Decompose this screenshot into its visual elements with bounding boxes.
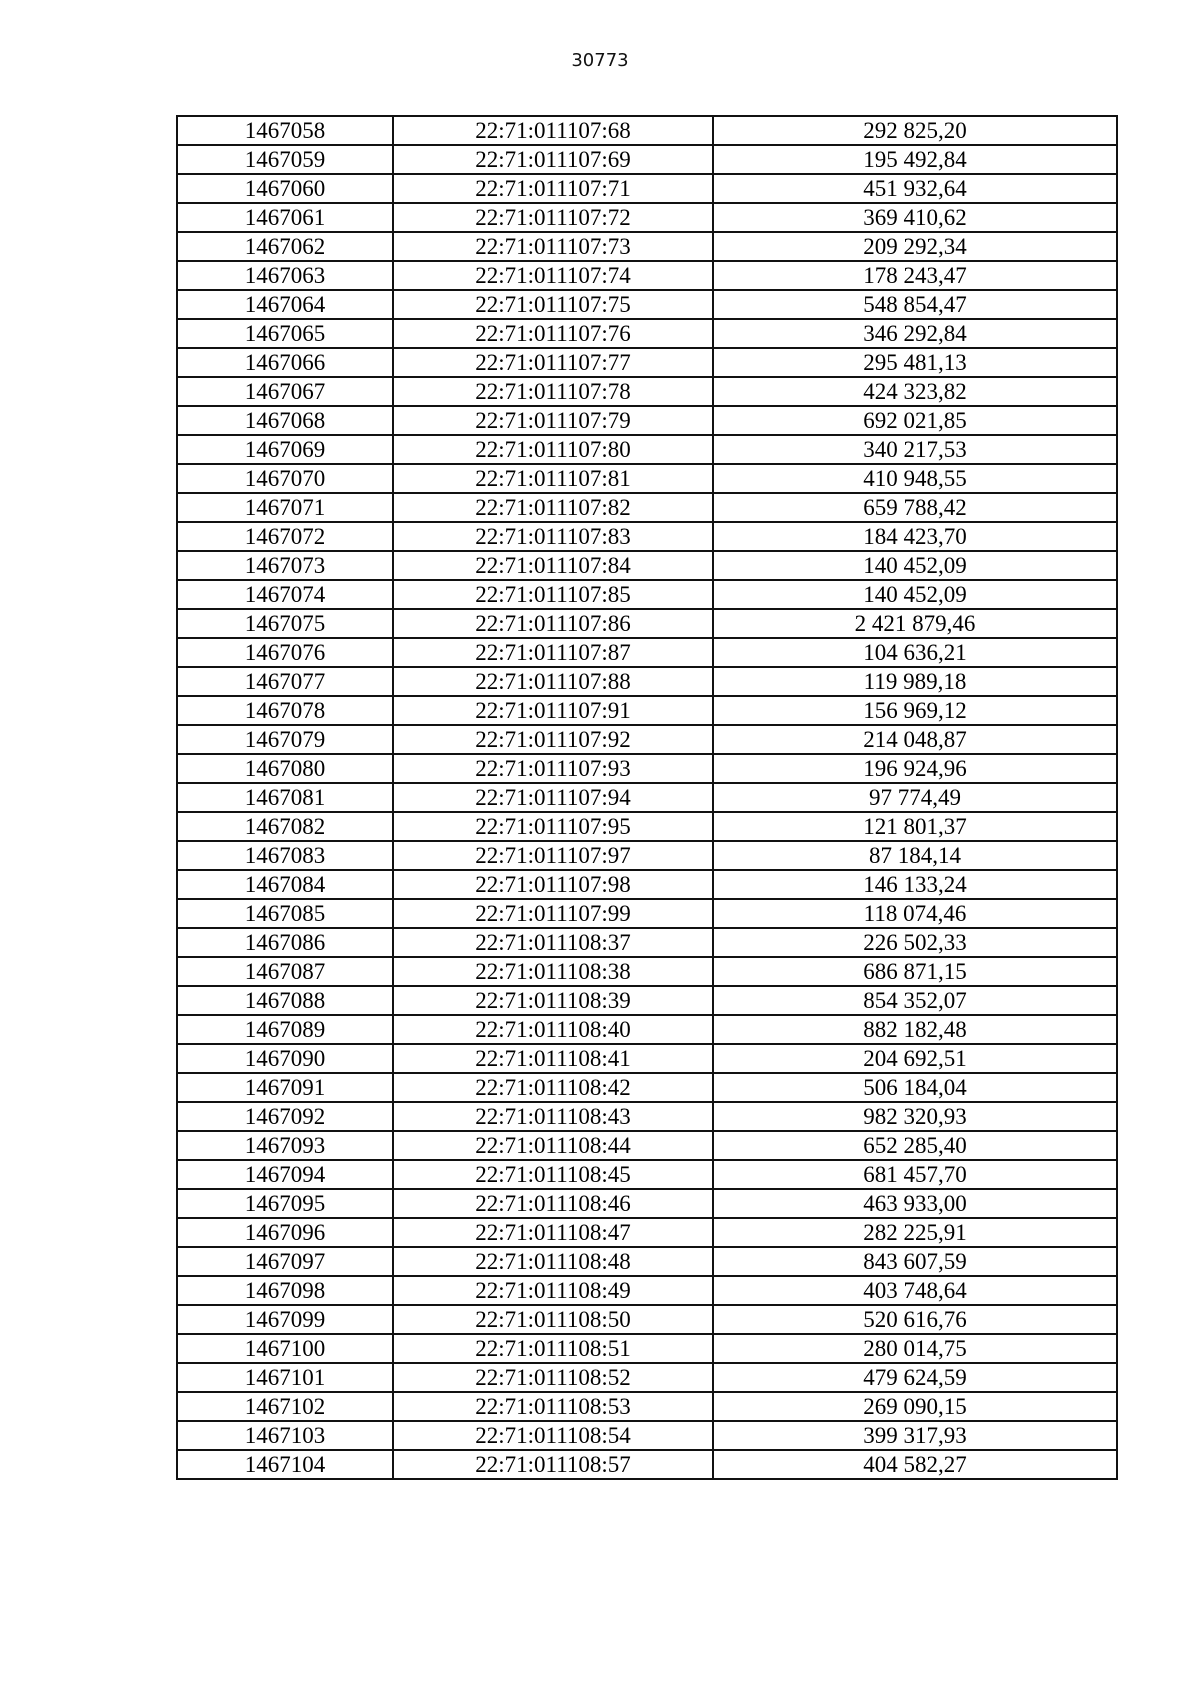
row-number-cell: 1467096 <box>177 1218 393 1247</box>
row-number-cell: 1467061 <box>177 203 393 232</box>
table-row <box>177 812 1117 841</box>
value-cell: 140 452,09 <box>713 551 1117 580</box>
row-number-cell: 1467073 <box>177 551 393 580</box>
value-cell: 463 933,00 <box>713 1189 1117 1218</box>
row-number-cell: 1467063 <box>177 261 393 290</box>
row-number-cell: 1467099 <box>177 1305 393 1334</box>
table-row <box>177 899 1117 928</box>
value-cell: 346 292,84 <box>713 319 1117 348</box>
value-cell: 681 457,70 <box>713 1160 1117 1189</box>
table-body <box>177 116 1117 1479</box>
table-row <box>177 667 1117 696</box>
row-number-cell: 1467072 <box>177 522 393 551</box>
value-cell: 692 021,85 <box>713 406 1117 435</box>
cadastral-number-cell: 22:71:011108:43 <box>393 1102 713 1131</box>
row-number-cell: 1467098 <box>177 1276 393 1305</box>
table-row <box>177 609 1117 638</box>
row-number-cell: 1467083 <box>177 841 393 870</box>
table-row <box>177 116 1117 145</box>
table-row <box>177 203 1117 232</box>
table-row <box>177 1218 1117 1247</box>
cadastral-number-cell: 22:71:011108:39 <box>393 986 713 1015</box>
cadastral-number-cell: 22:71:011107:73 <box>393 232 713 261</box>
value-cell: 982 320,93 <box>713 1102 1117 1131</box>
table-row <box>177 319 1117 348</box>
value-cell: 548 854,47 <box>713 290 1117 319</box>
row-number-cell: 1467101 <box>177 1363 393 1392</box>
value-cell: 214 048,87 <box>713 725 1117 754</box>
value-cell: 686 871,15 <box>713 957 1117 986</box>
row-number-cell: 1467066 <box>177 348 393 377</box>
table-row <box>177 551 1117 580</box>
cadastral-number-cell: 22:71:011107:99 <box>393 899 713 928</box>
cadastral-number-cell: 22:71:011108:42 <box>393 1073 713 1102</box>
value-cell: 226 502,33 <box>713 928 1117 957</box>
table-row <box>177 1363 1117 1392</box>
table-row <box>177 435 1117 464</box>
row-number-cell: 1467090 <box>177 1044 393 1073</box>
row-number-cell: 1467067 <box>177 377 393 406</box>
row-number-cell: 1467085 <box>177 899 393 928</box>
value-cell: 269 090,15 <box>713 1392 1117 1421</box>
cadastral-number-cell: 22:71:011107:91 <box>393 696 713 725</box>
value-cell: 178 243,47 <box>713 261 1117 290</box>
cadastral-number-cell: 22:71:011107:76 <box>393 319 713 348</box>
cadastral-number-cell: 22:71:011107:93 <box>393 754 713 783</box>
row-number-cell: 1467082 <box>177 812 393 841</box>
cadastral-number-cell: 22:71:011108:44 <box>393 1131 713 1160</box>
row-number-cell: 1467064 <box>177 290 393 319</box>
row-number-cell: 1467088 <box>177 986 393 1015</box>
value-cell: 843 607,59 <box>713 1247 1117 1276</box>
table-row <box>177 377 1117 406</box>
table-row <box>177 1189 1117 1218</box>
value-cell: 184 423,70 <box>713 522 1117 551</box>
table-row <box>177 783 1117 812</box>
value-cell: 156 969,12 <box>713 696 1117 725</box>
row-number-cell: 1467075 <box>177 609 393 638</box>
cadastral-number-cell: 22:71:011108:46 <box>393 1189 713 1218</box>
value-cell: 403 748,64 <box>713 1276 1117 1305</box>
cadastral-number-cell: 22:71:011107:85 <box>393 580 713 609</box>
value-cell: 195 492,84 <box>713 145 1117 174</box>
cadastral-number-cell: 22:71:011108:52 <box>393 1363 713 1392</box>
value-cell: 882 182,48 <box>713 1015 1117 1044</box>
row-number-cell: 1467102 <box>177 1392 393 1421</box>
cadastral-number-cell: 22:71:011107:74 <box>393 261 713 290</box>
value-cell: 451 932,64 <box>713 174 1117 203</box>
cadastral-number-cell: 22:71:011108:53 <box>393 1392 713 1421</box>
cadastral-number-cell: 22:71:011107:86 <box>393 609 713 638</box>
cadastral-number-cell: 22:71:011107:84 <box>393 551 713 580</box>
value-cell: 140 452,09 <box>713 580 1117 609</box>
row-number-cell: 1467070 <box>177 464 393 493</box>
table-row <box>177 522 1117 551</box>
table-row <box>177 493 1117 522</box>
value-cell: 196 924,96 <box>713 754 1117 783</box>
cadastral-number-cell: 22:71:011107:79 <box>393 406 713 435</box>
row-number-cell: 1467078 <box>177 696 393 725</box>
cadastral-number-cell: 22:71:011108:38 <box>393 957 713 986</box>
value-cell: 506 184,04 <box>713 1073 1117 1102</box>
table-row <box>177 957 1117 986</box>
data-table <box>176 115 1118 1480</box>
cadastral-number-cell: 22:71:011107:72 <box>393 203 713 232</box>
value-cell: 146 133,24 <box>713 870 1117 899</box>
value-cell: 87 184,14 <box>713 841 1117 870</box>
table-row <box>177 1247 1117 1276</box>
value-cell: 282 225,91 <box>713 1218 1117 1247</box>
row-number-cell: 1467084 <box>177 870 393 899</box>
cadastral-number-cell: 22:71:011107:81 <box>393 464 713 493</box>
cadastral-number-cell: 22:71:011108:40 <box>393 1015 713 1044</box>
cadastral-number-cell: 22:71:011107:69 <box>393 145 713 174</box>
row-number-cell: 1467077 <box>177 667 393 696</box>
row-number-cell: 1467081 <box>177 783 393 812</box>
table-row <box>177 696 1117 725</box>
cadastral-number-cell: 22:71:011107:95 <box>393 812 713 841</box>
cadastral-number-cell: 22:71:011107:78 <box>393 377 713 406</box>
table-row <box>177 1015 1117 1044</box>
cadastral-number-cell: 22:71:011107:77 <box>393 348 713 377</box>
value-cell: 204 692,51 <box>713 1044 1117 1073</box>
cadastral-number-cell: 22:71:011107:92 <box>393 725 713 754</box>
row-number-cell: 1467065 <box>177 319 393 348</box>
value-cell: 209 292,34 <box>713 232 1117 261</box>
row-number-cell: 1467091 <box>177 1073 393 1102</box>
row-number-cell: 1467100 <box>177 1334 393 1363</box>
table-row <box>177 638 1117 667</box>
table-row <box>177 1073 1117 1102</box>
value-cell: 854 352,07 <box>713 986 1117 1015</box>
cadastral-number-cell: 22:71:011107:71 <box>393 174 713 203</box>
row-number-cell: 1467086 <box>177 928 393 957</box>
value-cell: 479 624,59 <box>713 1363 1117 1392</box>
cadastral-number-cell: 22:71:011108:49 <box>393 1276 713 1305</box>
cadastral-number-cell: 22:71:011107:80 <box>393 435 713 464</box>
table-row <box>177 261 1117 290</box>
table-row <box>177 1131 1117 1160</box>
table-row <box>177 1305 1117 1334</box>
cadastral-number-cell: 22:71:011107:97 <box>393 841 713 870</box>
table-row <box>177 406 1117 435</box>
row-number-cell: 1467069 <box>177 435 393 464</box>
table-row <box>177 174 1117 203</box>
row-number-cell: 1467068 <box>177 406 393 435</box>
cadastral-number-cell: 22:71:011107:88 <box>393 667 713 696</box>
value-cell: 659 788,42 <box>713 493 1117 522</box>
row-number-cell: 1467087 <box>177 957 393 986</box>
value-cell: 104 636,21 <box>713 638 1117 667</box>
table-row <box>177 1044 1117 1073</box>
value-cell: 280 014,75 <box>713 1334 1117 1363</box>
cadastral-number-cell: 22:71:011107:94 <box>393 783 713 812</box>
page-number: 30773 <box>571 50 629 71</box>
row-number-cell: 1467092 <box>177 1102 393 1131</box>
value-cell: 404 582,27 <box>713 1450 1117 1479</box>
row-number-cell: 1467059 <box>177 145 393 174</box>
value-cell: 410 948,55 <box>713 464 1117 493</box>
value-cell: 97 774,49 <box>713 783 1117 812</box>
cadastral-number-cell: 22:71:011108:54 <box>393 1421 713 1450</box>
cadastral-number-cell: 22:71:011108:45 <box>393 1160 713 1189</box>
table-row <box>177 1276 1117 1305</box>
row-number-cell: 1467095 <box>177 1189 393 1218</box>
row-number-cell: 1467058 <box>177 116 393 145</box>
table-row <box>177 348 1117 377</box>
table-row <box>177 1102 1117 1131</box>
value-cell: 121 801,37 <box>713 812 1117 841</box>
cadastral-number-cell: 22:71:011108:37 <box>393 928 713 957</box>
table-row <box>177 1450 1117 1479</box>
table-row <box>177 1421 1117 1450</box>
row-number-cell: 1467079 <box>177 725 393 754</box>
value-cell: 520 616,76 <box>713 1305 1117 1334</box>
cadastral-number-cell: 22:71:011107:98 <box>393 870 713 899</box>
row-number-cell: 1467060 <box>177 174 393 203</box>
table-row <box>177 841 1117 870</box>
row-number-cell: 1467076 <box>177 638 393 667</box>
cadastral-number-cell: 22:71:011108:50 <box>393 1305 713 1334</box>
row-number-cell: 1467094 <box>177 1160 393 1189</box>
row-number-cell: 1467071 <box>177 493 393 522</box>
cadastral-number-cell: 22:71:011108:41 <box>393 1044 713 1073</box>
row-number-cell: 1467062 <box>177 232 393 261</box>
table-row <box>177 145 1117 174</box>
cadastral-number-cell: 22:71:011107:82 <box>393 493 713 522</box>
row-number-cell: 1467080 <box>177 754 393 783</box>
cadastral-number-cell: 22:71:011108:57 <box>393 1450 713 1479</box>
table-row <box>177 580 1117 609</box>
row-number-cell: 1467074 <box>177 580 393 609</box>
table-row <box>177 754 1117 783</box>
cadastral-number-cell: 22:71:011107:68 <box>393 116 713 145</box>
table-row <box>177 986 1117 1015</box>
cadastral-number-cell: 22:71:011108:47 <box>393 1218 713 1247</box>
value-cell: 118 074,46 <box>713 899 1117 928</box>
cadastral-number-cell: 22:71:011108:48 <box>393 1247 713 1276</box>
table-row <box>177 870 1117 899</box>
value-cell: 652 285,40 <box>713 1131 1117 1160</box>
table-row <box>177 1392 1117 1421</box>
row-number-cell: 1467103 <box>177 1421 393 1450</box>
value-cell: 399 317,93 <box>713 1421 1117 1450</box>
cadastral-number-cell: 22:71:011107:83 <box>393 522 713 551</box>
table-row <box>177 725 1117 754</box>
cadastral-number-cell: 22:71:011107:87 <box>393 638 713 667</box>
cadastral-number-cell: 22:71:011108:51 <box>393 1334 713 1363</box>
value-cell: 369 410,62 <box>713 203 1117 232</box>
table-row <box>177 290 1117 319</box>
table-row <box>177 232 1117 261</box>
table-row <box>177 928 1117 957</box>
value-cell: 295 481,13 <box>713 348 1117 377</box>
row-number-cell: 1467093 <box>177 1131 393 1160</box>
cadastral-number-cell: 22:71:011107:75 <box>393 290 713 319</box>
value-cell: 340 217,53 <box>713 435 1117 464</box>
row-number-cell: 1467104 <box>177 1450 393 1479</box>
row-number-cell: 1467089 <box>177 1015 393 1044</box>
value-cell: 424 323,82 <box>713 377 1117 406</box>
row-number-cell: 1467097 <box>177 1247 393 1276</box>
table-row <box>177 1334 1117 1363</box>
value-cell: 119 989,18 <box>713 667 1117 696</box>
value-cell: 2 421 879,46 <box>713 609 1117 638</box>
value-cell: 292 825,20 <box>713 116 1117 145</box>
table-row <box>177 1160 1117 1189</box>
table-row <box>177 464 1117 493</box>
